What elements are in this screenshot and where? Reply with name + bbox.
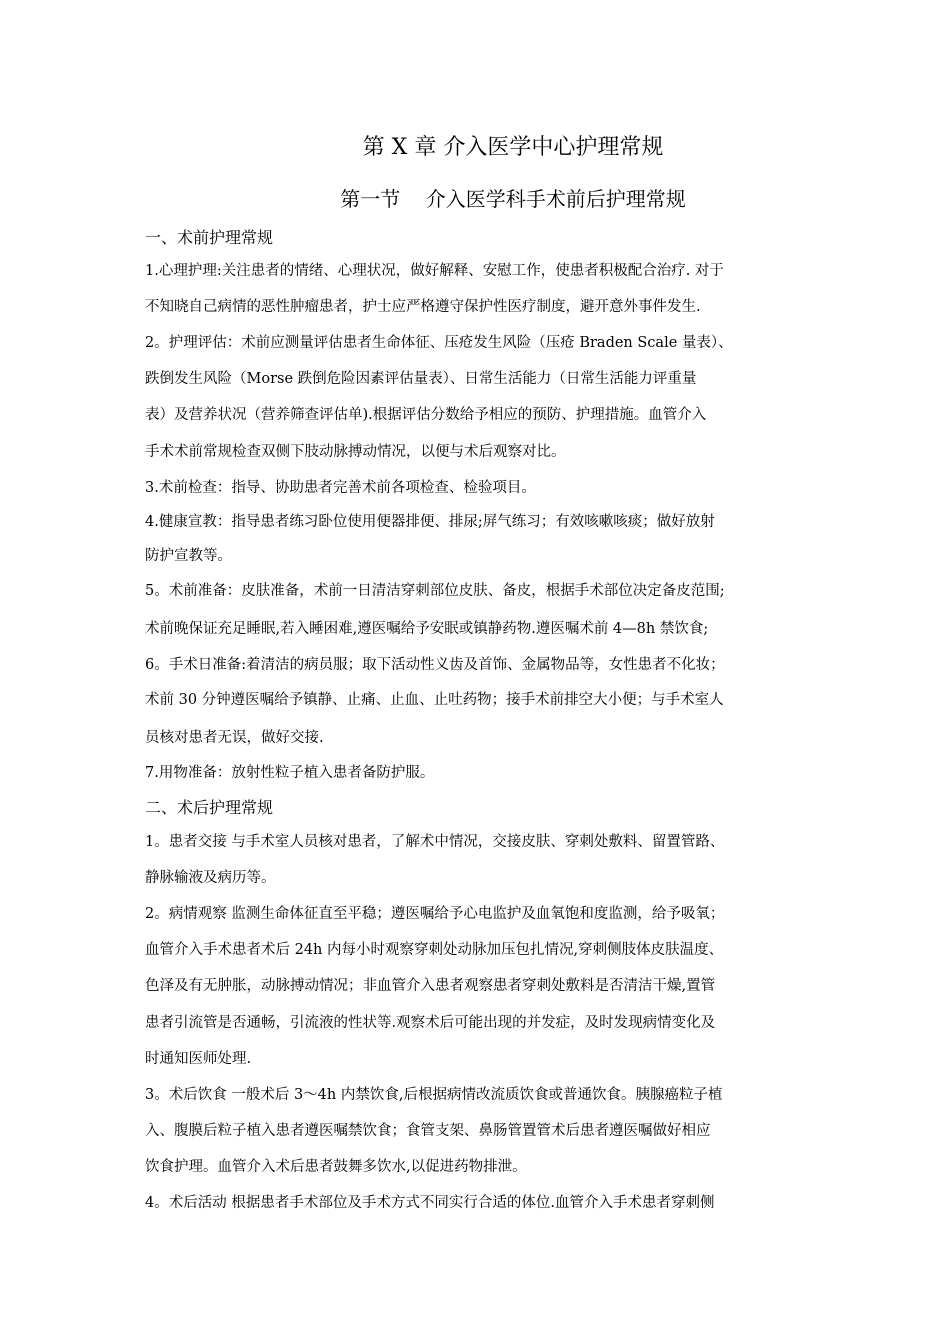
paragraph-line: 员核对患者无误，做好交接. (145, 730, 324, 746)
paragraph-line: 表）及营养状况（营养筛查评估单).根据评估分数给予相应的预防、护理措施。血管介入 (145, 407, 707, 423)
paragraph-line: 3。术后饮食 一般术后 3～4h 内禁饮食,后根据病情改流质饮食或普通饮食。胰腺癌粒子植 (145, 1087, 723, 1103)
chapter-title: 第 X 章 介入医学中心护理常规 (362, 135, 664, 160)
paragraph-line: 时通知医师处理. (145, 1051, 252, 1067)
paragraph-line: 色泽及有无肿胀，动脉搏动情况；非血管介入患者观察患者穿刺处敷料是否清洁干燥,置管 (145, 978, 716, 994)
paragraph-line: 4。术后活动 根据患者手术部位及手术方式不同实行合适的体位.血管介入手术患者穿刺侧 (145, 1195, 715, 1211)
paragraph-line: 饮食护理。血管介入术后患者鼓舞多饮水,以促进药物排泄。 (145, 1159, 527, 1175)
paragraph-line: 不知晓自己病情的恶性肿瘤患者，护士应严格遵守保护性医疗制度，避开意外事件发生. (145, 299, 701, 315)
paragraph-line: 术前晚保证充足睡眠,若入睡困难,遵医嘱给予安眠或镇静药物.遵医嘱术前 4—8h 禁饮食; (145, 621, 709, 637)
paragraph-line: 防护宣教等。 (145, 548, 232, 564)
paragraph-line: 3.术前检查：指导、协助患者完善术前各项检查、检验项目。 (145, 480, 536, 496)
paragraph-line: 1。患者交接 与手术室人员核对患者，了解术中情况，交接皮肤、穿刺处敷料、留置管路、 (145, 834, 725, 850)
paragraph-line: 2。病情观察 监测生命体征直至平稳；遵医嘱给予心电监护及血氧饱和度监测，给予吸氧； (145, 906, 725, 922)
paragraph-line: 4.健康宣教：指导患者练习卧位使用便器排便、排尿;屏气练习；有效咳嗽咳痰；做好放射 (145, 514, 715, 530)
paragraph-line: 跌倒发生风险（Morse 跌倒危险因素评估量表）、日常生活能力（日常生活能力评重量 (145, 371, 697, 387)
paragraph-line: 入、腹膜后粒子植入患者遵医嘱禁饮食；食管支架、鼻肠管置管术后患者遵医嘱做好相应 (145, 1123, 711, 1139)
paragraph-line: 7.用物准备：放射性粒子植入患者备防护服。 (145, 765, 435, 781)
paragraph-line: 2。护理评估：术前应测量评估患者生命体征、压疮发生风险（压疮 Braden Scale 量表）、 (145, 335, 733, 351)
paragraph-line: 5。术前准备：皮肤准备，术前一日清洁穿刺部位皮肤、备皮，根据手术部位决定备皮范围; (145, 583, 725, 599)
pre-op-heading: 一、术前护理常规 (145, 228, 274, 247)
paragraph-line: 1.心理护理:关注患者的情绪、心理状况，做好解释、安慰工作，使患者积极配合治疗. 对于 (145, 263, 724, 279)
paragraph-line: 静脉输液及病历等。 (145, 870, 276, 886)
post-op-heading: 二、术后护理常规 (145, 798, 274, 817)
paragraph-line: 6。手术日准备:着清洁的病员服；取下活动性义齿及首饰、金属物品等，女性患者不化妆； (145, 657, 725, 673)
paragraph-line: 血管介入手术患者术后 24h 内每小时观察穿刺处动脉加压包扎情况,穿刺侧肢体皮肤温度、 (145, 942, 724, 958)
paragraph-line: 手术术前常规检查双侧下肢动脉搏动情况，以便与术后观察对比。 (145, 444, 566, 460)
paragraph-line: 患者引流管是否通畅，引流液的性状等.观察术后可能出现的并发症，及时发现病情变化及 (145, 1015, 716, 1031)
section-title: 第一节 介入医学科手术前后护理常规 (340, 187, 686, 211)
paragraph-line: 术前 30 分钟遵医嘱给予镇静、止痛、止血、止吐药物；接手术前排空大小便；与手术室人 (145, 692, 724, 708)
